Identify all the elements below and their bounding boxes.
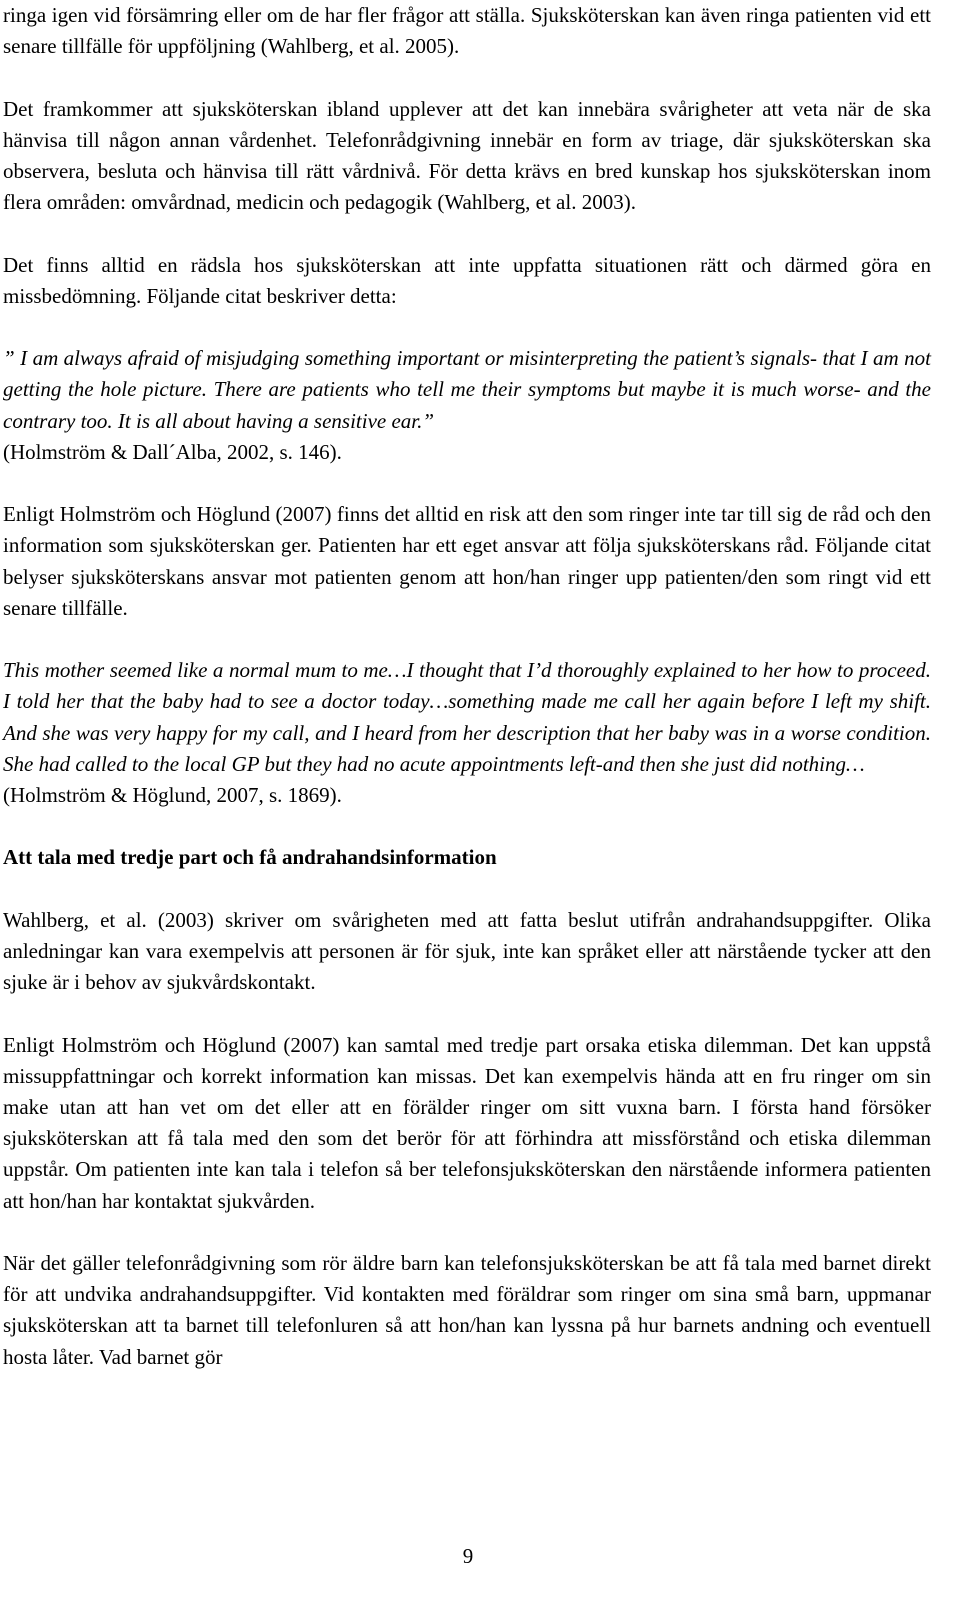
quote-holmstrom-hoglund: This mother seemed like a normal mum to me…I thought that I’d thoroughly explained to her how to proceed. I told her that the baby had to see a doctor today…something made me call her again before I left my shift. And she was very happy for my call, and I heard from her description that her baby was in a worse condition. She had called to the local GP but they had no acute appointments left-and then she just did nothing…: [3, 658, 931, 776]
paragraph-gap: [3, 218, 931, 249]
paragraph-gap: [3, 1217, 931, 1248]
page-number: 9: [462, 1544, 474, 1568]
quote-citation: (Holmström & Höglund, 2007, s. 1869).: [3, 783, 342, 807]
paragraph-fear-of-misjudgement: Det finns alltid en rädsla hos sjuksköterskan att inte uppfatta situationen rätt och därmed göra en missbedömning. Följande citat beskriver detta:: [3, 252, 931, 308]
quote-holmstrom-dallalba: ” I am always afraid of misjudging something important or misinterpreting the patient’s signals- that I am not getting the hole picture. There are patients who tell me their symptoms but maybe it is much worse- and the contrary too. It is all about having a sensitive ear.”: [3, 346, 931, 433]
paragraph-gap: [3, 62, 931, 93]
paragraph-gap: [3, 312, 931, 343]
quote-citation: (Holmström & Dall´Alba, 2002, s. 146).: [3, 439, 342, 464]
paragraph-ethical-dilemmas: Enligt Holmström och Höglund (2007) kan samtal med tredje part orsaka etiska dilemman. Det kan uppstå missuppfattningar och korrekt information kan missas. Det kan exempelvis hända att en fru ringer om sin make utan att han vet om det eller att en förälder ringer om sitt vuxna barn. I första hand försöker sjuksköterskan att få tala med den som det berör för att förhindra att missförstånd och etiska dilemman uppstår. Om patienten inte kan tala i telefon så ber telefonsjuksköterskan den närstående informera patienten att hon/han har kontaktat sjukvården.: [3, 1032, 931, 1213]
paragraph-second-hand-info: Wahlberg, et al. (2003) skriver om svårigheten med att fatta beslut utifrån andrahandsuppgifter. Olika anledningar kan vara exempelvis att personen är för sjuk, inte kan språket eller att närstående tycker att den sjuke är i behov av sjukvårdskontakt.: [3, 907, 931, 995]
paragraph-continuation: ringa igen vid försämring eller om de har fler frågor att ställa. Sjuksköterskan kan även ringa patienten vid ett senare tillfälle för uppföljning (Wahlberg, et al. 2005).: [3, 3, 931, 59]
paragraph-gap: [3, 468, 931, 499]
document-page: [3, 0, 931, 1373]
paragraph-gap: [3, 874, 931, 905]
paragraph-gap: [3, 998, 931, 1029]
paragraph-gap: [3, 811, 931, 842]
paragraph-caller-responsibility: Enligt Holmström och Höglund (2007) finns det alltid en risk att den som ringer inte tar till sig de råd och den information som sjuksköterskan ger. Patienten har ett eget ansvar att följa sjuksköterskans råd. Följande citat belyser sjuksköterskans ansvar mot patienten genom att hon/han ringer upp patienten/den som ringt vid ett senare tillfälle.: [3, 502, 931, 620]
section-heading: Att tala med tredje part och få andrahandsinformation: [3, 845, 497, 870]
paragraph-gap: [3, 624, 931, 655]
paragraph-telephone-triage: Det framkommer att sjuksköterskan ibland upplever att det kan innebära svårigheter att veta när de ska hänvisa till någon annan vårdenhet. Telefonrådgivning innebär en form av triage, där sjuksköterskan ska observera, besluta och hänvisa till rätt vårdnivå. För detta krävs en bred kunskap hos sjuksköterskan inom flera områden: omvårdnad, medicin och pedagogik (Wahlberg, et al. 2003).: [3, 96, 931, 215]
paragraph-children-calls: När det gäller telefonrådgivning som rör äldre barn kan telefonsjuksköterskan be att få tala med barnet direkt för att undvika andrahandsuppgifter. Vid kontakten med föräldrar som ringer om sina små barn, uppmanar sjuksköterskan att ta barnet till telefonluren så att hon/han kan lyssna på hur barnets andning och eventuell hosta låter. Vad barnet gör: [3, 1250, 931, 1369]
